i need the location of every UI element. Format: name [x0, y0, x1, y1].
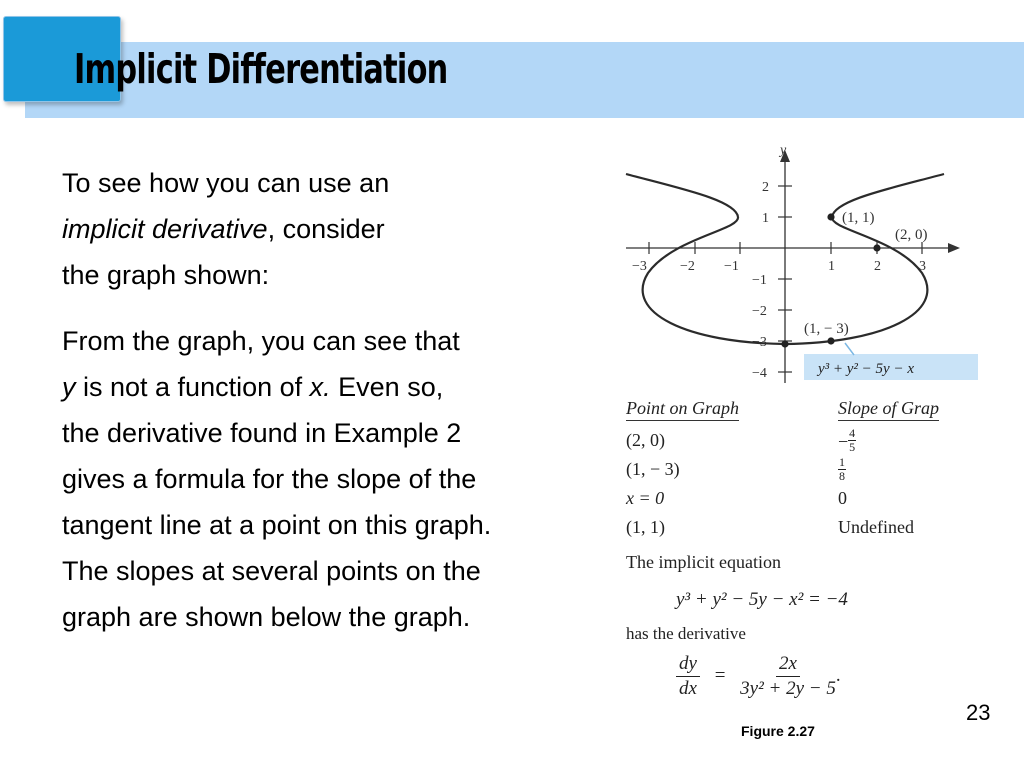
table-cell-slope: 0 [838, 488, 847, 508]
fraction-numerator: 1 [839, 455, 845, 469]
table-cell-point: x = 0 [626, 488, 665, 508]
y-tick-label: 1 [762, 211, 769, 226]
body-text [62, 160, 622, 640]
italic-term: implicit derivative [62, 214, 268, 244]
text-line: , consider [267, 214, 385, 244]
x-tick-label: 2 [874, 259, 881, 274]
table-cell-slope: Undefined [838, 517, 914, 537]
point-label: (1, − 3) [804, 321, 849, 337]
text-line: From the graph, you can see that [62, 326, 460, 356]
point-label: (2, 0) [895, 227, 928, 243]
point-2-0 [873, 244, 880, 251]
x-tick-label: 3 [919, 259, 926, 274]
text-line: graph are shown below the graph. [62, 602, 471, 632]
y-tick-label: −2 [752, 304, 767, 319]
slope-fraction [838, 456, 846, 483]
x-axis-arrow [948, 243, 960, 253]
rhs-fraction [740, 652, 836, 701]
y-tick-label: −4 [752, 366, 767, 381]
lhs-fraction [676, 652, 700, 701]
rhs-denominator: 3y² + 2y − 5 [740, 678, 836, 699]
table-header-slope: Slope of Grap [838, 398, 939, 421]
table-header [626, 396, 966, 426]
paragraph-explanation [62, 318, 622, 640]
x-tick-label: −2 [680, 259, 695, 274]
y-tick-label: −1 [752, 273, 767, 288]
figure-caption: Figure 2.27 [741, 723, 815, 739]
slope-fraction [848, 427, 856, 454]
table-header-point: Point on Graph [626, 398, 739, 421]
point-1-neg3 [827, 337, 834, 344]
slope-sign: − [838, 431, 849, 452]
lhs-numerator: dy [676, 652, 700, 677]
page-number: 23 [966, 700, 991, 725]
equation-label: y³ + y² − 5y − x [818, 361, 914, 377]
text-fragment: Even so, [330, 372, 444, 402]
fraction-denominator: 8 [839, 469, 845, 483]
y-axis-label: y [780, 143, 787, 158]
x-tick-label: −3 [632, 259, 647, 274]
text-line: the derivative found in Example 2 [62, 418, 462, 448]
text-line: the graph shown: [62, 260, 270, 290]
x-tick-label: −1 [724, 259, 739, 274]
y-tick-label: 2 [762, 180, 769, 195]
table-cell-slope [838, 426, 856, 457]
y-tick-label: −3 [752, 335, 767, 350]
table-cell-slope [838, 455, 846, 486]
lhs-denominator: dx [679, 678, 697, 699]
table-cell-point: (1, − 3) [626, 459, 680, 479]
table-row [626, 426, 966, 455]
table-row [626, 455, 966, 484]
point-label: (1, 1) [842, 210, 875, 226]
italic-y: y [62, 372, 76, 402]
text-fragment: is not a function of [75, 372, 310, 402]
table-cell-point: (1, 1) [626, 517, 665, 537]
italic-x: x. [309, 372, 331, 402]
fraction-numerator: 4 [849, 426, 856, 440]
text-line: gives a formula for the slope of the [62, 464, 477, 494]
point-1-1 [827, 213, 834, 220]
equation-pointer [845, 343, 854, 355]
table-row [626, 484, 966, 513]
figure-2-27 [618, 138, 978, 708]
rhs-numerator: 2x [776, 652, 800, 677]
paragraph-intro [62, 160, 622, 298]
equation-intro: The implicit equation [626, 552, 781, 572]
implicit-equation: y³ + y² − 5y − x² = −4 [676, 589, 848, 610]
equals-sign: = [714, 664, 726, 686]
derivative-intro: has the derivative [626, 624, 746, 643]
implicit-curve-graph [618, 138, 978, 388]
text-line: tangent line at a point on this graph. [62, 510, 492, 540]
slide-title: Implicit Differentiation [74, 45, 448, 93]
derivative-formula [676, 652, 841, 701]
table-row [626, 513, 966, 542]
point-x-0 [781, 340, 788, 347]
text-line: The slopes at several points on the [62, 556, 481, 586]
table-cell-point: (2, 0) [626, 430, 665, 450]
period: . [835, 664, 841, 686]
fraction-denominator: 5 [849, 440, 856, 454]
x-tick-label: 1 [828, 259, 835, 274]
slope-table [626, 396, 966, 542]
text-line: To see how you can use an [62, 168, 390, 198]
